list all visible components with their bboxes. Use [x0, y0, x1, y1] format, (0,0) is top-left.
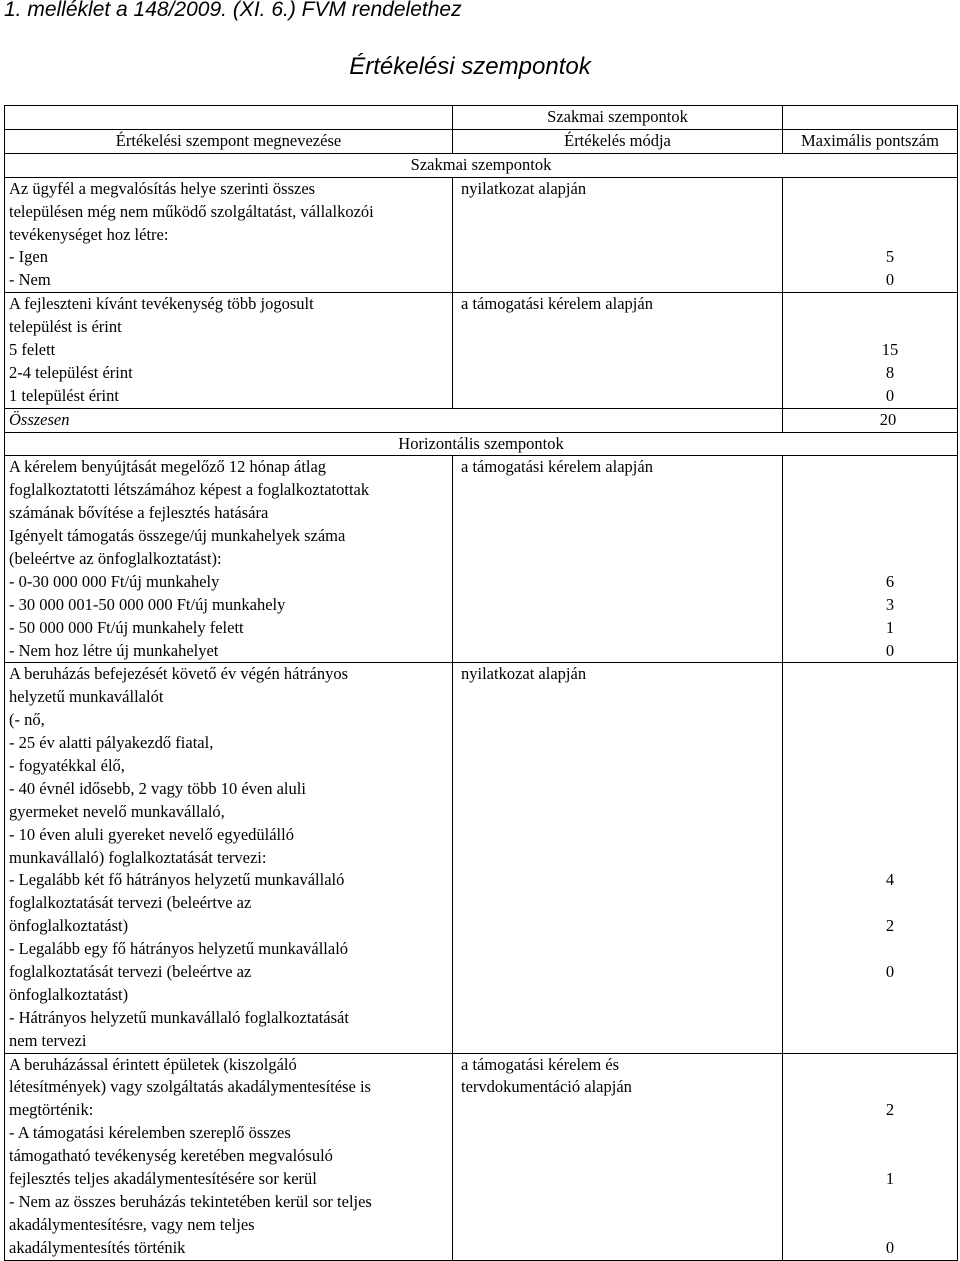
points-value: [823, 178, 957, 201]
criterion-name-line: nem tervezi: [9, 1030, 87, 1050]
max-points: [783, 293, 958, 408]
criterion-name-line: A kérelem benyújtását megelőző 12 hónap átlag: [9, 457, 327, 477]
criterion-name-line: - Legalább két fő hátrányos helyzetű munkavállaló: [9, 870, 345, 890]
criterion-row: [5, 663, 958, 1053]
points-value: 1: [885, 1169, 895, 1189]
criterion-name-line: foglalkoztatását tervezi (beleértve az: [9, 893, 252, 913]
criterion-name-line: A fejleszteni kívánt tevékenység több jogosult: [9, 294, 314, 314]
section-title: Szakmai szempontok: [5, 153, 958, 177]
points-value: [823, 201, 957, 224]
points-value: [823, 316, 957, 339]
criterion-name-line: önfoglalkoztatást): [9, 984, 129, 1004]
evaluation-method-line: a támogatási kérelem alapján: [461, 457, 653, 477]
section-title: Horizontális szempontok: [5, 432, 958, 456]
regulation-annex-header: 1. melléklet a 148/2009. (XI. 6.) FVM rendelethez: [4, 0, 462, 21]
points-value: [823, 663, 957, 686]
points-value: [823, 709, 957, 732]
criterion-name: [5, 1053, 453, 1260]
points-value: 6: [885, 571, 895, 591]
max-points: [783, 1053, 958, 1260]
header-max-points: Maximális pontszám: [783, 129, 958, 153]
total-row: [5, 408, 958, 432]
criterion-name: [5, 293, 453, 408]
points-value: [823, 847, 957, 870]
evaluation-method: [453, 456, 783, 663]
evaluation-method: [453, 1053, 783, 1260]
criterion-name-line: foglalkoztatotti létszámához képest a foglalkoztatottak: [9, 480, 370, 500]
criterion-name-line: - Hátrányos helyzetű munkavállaló foglalkoztatását: [9, 1007, 349, 1027]
points-value: [823, 778, 957, 801]
total-label: Összesen: [5, 408, 783, 432]
criterion-name-line: A beruházással érintett épületek (kiszolgáló: [9, 1054, 297, 1074]
header-criterion-name: Értékelési szempont megnevezése: [5, 129, 453, 153]
points-value: 0: [885, 1237, 895, 1257]
evaluation-method: [453, 663, 783, 1053]
criterion-name-line: önfoglalkoztatást): [9, 916, 129, 936]
criterion-name-line: akadálymentesítés történik: [9, 1237, 186, 1257]
table-body: [5, 106, 958, 1261]
top-section-title: Szakmai szempontok: [453, 106, 783, 130]
points-value: [823, 525, 957, 548]
criterion-name-line: megtörténik:: [9, 1100, 94, 1120]
max-points: [783, 177, 958, 292]
points-value: 8: [885, 362, 895, 382]
criterion-name-line: - Legalább egy fő hátrányos helyzetű munkavállaló: [9, 939, 349, 959]
points-value: [823, 1122, 957, 1145]
criterion-name: [5, 177, 453, 292]
criterion-name-line: akadálymentesítésre, vagy nem teljes: [9, 1214, 255, 1234]
column-header-row: [5, 129, 958, 153]
evaluation-method-line: nyilatkozat alapján: [461, 178, 587, 198]
points-value: [823, 456, 957, 479]
criterion-name-line: munkavállaló) foglalkoztatását tervezi:: [9, 847, 267, 867]
criterion-name-line: - 10 éven aluli gyereket nevelő egyedülálló: [9, 824, 294, 844]
points-value: [823, 1007, 957, 1030]
points-value: 2: [885, 1100, 895, 1120]
criterion-name-line: Igényelt támogatás összege/új munkahelyek száma: [9, 526, 346, 546]
criterion-row: [5, 456, 958, 663]
criterion-name-line: települést is érint: [9, 317, 122, 337]
top-section-row: [5, 106, 958, 130]
points-value: [823, 892, 957, 915]
criterion-name-line: Az ügyfél a megvalósítás helye szerinti összes: [9, 178, 316, 198]
header-evaluation-method: Értékelés módja: [453, 129, 783, 153]
points-value: [823, 293, 957, 316]
points-value: [823, 824, 957, 847]
criterion-name-line: - Nem: [9, 270, 51, 290]
points-value: [823, 502, 957, 525]
points-value: [823, 1191, 957, 1214]
evaluation-method: [453, 293, 783, 408]
points-value: 0: [885, 640, 895, 660]
points-value: [823, 1054, 957, 1077]
criterion-row: [5, 293, 958, 408]
criterion-row: [5, 1053, 958, 1260]
points-value: [823, 479, 957, 502]
evaluation-method-line: tervdokumentáció alapján: [461, 1077, 632, 1097]
criterion-name-line: - Nem hoz létre új munkahelyet: [9, 640, 219, 660]
max-points: [783, 663, 958, 1053]
points-value: [823, 755, 957, 778]
evaluation-method: [453, 177, 783, 292]
criterion-name-line: (beleértve az önfoglalkoztatást):: [9, 549, 222, 568]
points-value: 0: [885, 385, 895, 405]
criterion-name-line: létesítmények) vagy szolgáltatás akadálymentesítése is: [9, 1077, 371, 1097]
points-value: 15: [881, 339, 899, 359]
criterion-name-line: A beruházás befejezését követő év végén hátrányos: [9, 664, 349, 684]
criterion-name-line: 5 felett: [9, 339, 56, 359]
points-value: [823, 1030, 957, 1053]
points-value: [823, 984, 957, 1007]
criterion-name-line: - 0-30 000 000 Ft/új munkahely: [9, 571, 220, 591]
criterion-name-line: 1 települést érint: [9, 385, 119, 405]
criterion-name-line: - Igen: [9, 247, 48, 267]
page-title: Értékelési szempontok: [349, 53, 591, 80]
total-points: 20: [783, 408, 958, 432]
criterion-name-line: - 40 évnél idősebb, 2 vagy több 10 éven aluli: [9, 778, 306, 798]
criterion-name-line: - fogyatékkal élő,: [9, 756, 125, 776]
evaluation-method-line: a támogatási kérelem alapján: [461, 294, 653, 314]
criterion-name-line: 2-4 települést érint: [9, 362, 133, 382]
criterion-name-line: számának bővítése a fejlesztés hatására: [9, 503, 269, 523]
evaluation-method-line: nyilatkozat alapján: [461, 664, 587, 684]
section-title-row: [5, 432, 958, 456]
empty-header-cell: [783, 106, 958, 130]
criterion-name-line: - 25 év alatti pályakezdő fiatal,: [9, 733, 214, 753]
points-value: 4: [885, 870, 895, 890]
criterion-name-line: - Nem az összes beruházás tekintetében kerül sor teljes: [9, 1191, 372, 1211]
criterion-row: [5, 177, 958, 292]
criterion-name-line: - A támogatási kérelemben szereplő összes: [9, 1123, 291, 1143]
points-value: 3: [885, 594, 895, 614]
points-value: [823, 1214, 957, 1237]
points-value: [823, 1076, 957, 1099]
criterion-name-line: - 30 000 001-50 000 000 Ft/új munkahely: [9, 594, 286, 614]
points-value: [823, 1145, 957, 1168]
criterion-name: [5, 456, 453, 663]
evaluation-criteria-table: [4, 105, 958, 1261]
points-value: 0: [885, 270, 895, 290]
points-value: [823, 938, 957, 961]
points-value: [823, 224, 957, 247]
max-points: [783, 456, 958, 663]
criterion-name-line: fejlesztés teljes akadálymentesítésére sor kerül: [9, 1169, 317, 1189]
points-value: 5: [885, 247, 895, 267]
criterion-name-line: támogatható tevékenység keretében megvalósuló: [9, 1146, 333, 1166]
empty-header-cell: [5, 106, 453, 130]
criterion-name-line: gyermeket nevelő munkavállaló,: [9, 801, 225, 821]
criterion-name-line: (- nő,: [9, 710, 45, 730]
criterion-name-line: foglalkoztatását tervezi (beleértve az: [9, 962, 252, 982]
criterion-name: [5, 663, 453, 1053]
section-title-row: [5, 153, 958, 177]
points-value: [823, 686, 957, 709]
points-value: [823, 732, 957, 755]
criterion-name-line: - 50 000 000 Ft/új munkahely felett: [9, 617, 244, 637]
evaluation-method-line: a támogatási kérelem és: [461, 1054, 620, 1074]
criterion-name-line: tevékenységet hoz létre:: [9, 224, 169, 244]
points-value: 2: [885, 916, 895, 936]
criterion-name-line: településen még nem működő szolgáltatást, vállalkozói: [9, 201, 374, 221]
points-value: 1: [885, 617, 895, 637]
points-value: [823, 548, 957, 571]
points-value: [823, 801, 957, 824]
criterion-name-line: helyzetű munkavállalót: [9, 687, 164, 707]
points-value: 0: [885, 962, 895, 982]
